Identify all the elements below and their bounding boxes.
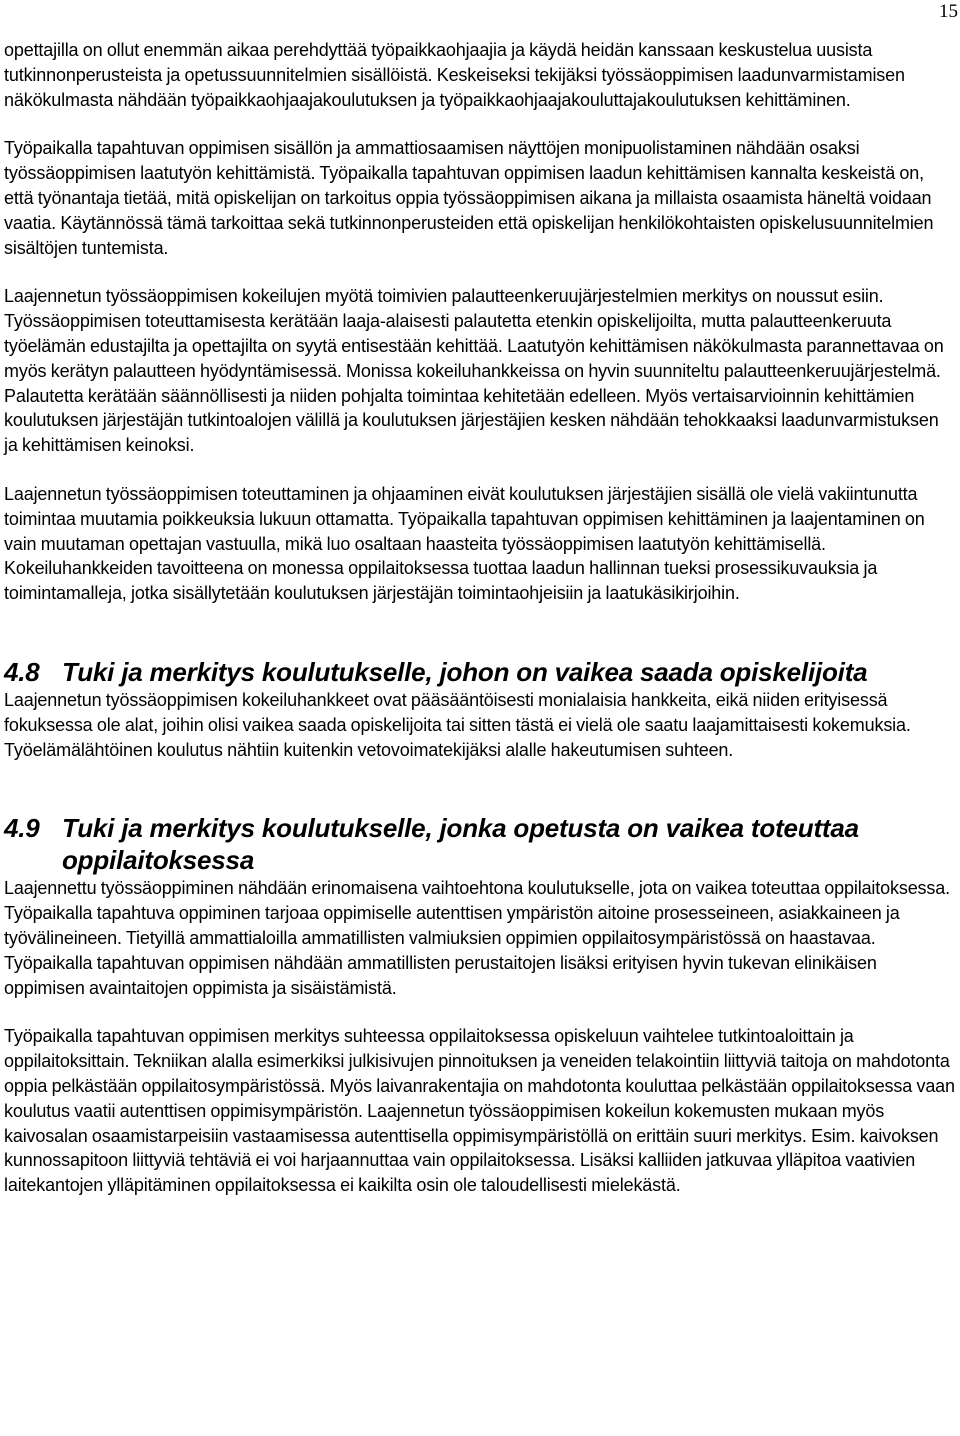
- document-body: [4, 38, 956, 1222]
- section-number: 4.9: [4, 813, 40, 844]
- section-heading-4-8: [4, 656, 956, 688]
- section-heading-4-9: [4, 812, 956, 876]
- paragraph-1: opettajilla on ollut enemmän aikaa perehdyttää työpaikkaohjaajia ja käydä heidän kanssaan keskustelua uusista tutkinnonperusteista ja opetussuunnitelmien sisällöistä. Keskeiseksi tekijäksi työssäoppimisen laadunvarmistamisen näkökulmasta nähdään työpaikkaohjaajakoulutuksen ja työpaikkaohjaajakouluttajakoulutuksen kehittäminen.: [4, 40, 905, 110]
- paragraph-2: Työpaikalla tapahtuvan oppimisen sisällön ja ammattiosaamisen näyttöjen monipuolistaminen nähdään osaksi työssäoppimisen laatutyön kehittämistä. Työpaikalla tapahtuvan oppimisen laadun kehittämisen kannalta keskeistä on, että työnantaja tietää, mitä opiskelijan on tarkoitus oppia työssäoppimisen aikana ja millaista osaamista häneltä voidaan vaatia. Käytännössä tämä tarkoittaa sekä tutkinnonperusteiden että opiskelijan henkilökohtaisten opiskelusuunnitelmien sisältöjen tuntemista.: [4, 138, 934, 258]
- paragraph-7: Työpaikalla tapahtuvan oppimisen merkitys suhteessa oppilaitoksessa opiskeluun vaihtelee tutkintoaloittain ja oppilaitoksittain. Tekniikan alalla esimerkiksi julkisivujen pinnoituksen ja veneiden telakointiin liittyviä taitoja on mahdotonta oppia pelkästään oppilaitosympäristössä. Myös laivanrakentajia on mahdotonta kouluttaa pelkästään oppilaitoksessa vaan koulutus vaatii autenttisen oppimisympäristön. Laajennetun työssäoppimisen kokeilun kokemusten mukaan myös kaivosalan osaamistarpeisiin vastaamisessa autenttisella oppimisympäristöllä on erittäin suuri merkitys. Esim. kaivoksen kunnossapitoon liittyviä tehtäviä ei voi harjaannuttaa vain oppilaitoksessa. Lisäksi kalliiden jatkuvaa ylläpitoa vaativien laitekantojen ylläpitäminen oppilaitoksessa ei kaikilta osin ole taloudellisesti mielekästä.: [4, 1026, 955, 1196]
- section-title: Tuki ja merkitys koulutukselle, johon on vaikea saada opiskelijoita: [62, 656, 868, 687]
- page-number: 15: [939, 1, 958, 22]
- paragraph-4: Laajennetun työssäoppimisen toteuttaminen ja ohjaaminen eivät koulutuksen järjestäjien sisällä ole vielä vakiintunutta toimintaa muutamia poikkeuksia lukuun ottamatta. Työpaikalla tapahtuvan oppimisen kehittäminen ja laajentaminen on vain muutaman opettajan vastuulla, mikä luo osaltaan haasteita työssäoppimisen laatutyön kehittämisellä. Kokeiluhankkeiden tavoitteena on monessa oppilaitoksessa tuottaa laadun hallinnan tueksi prosessikuvauksia ja toimintamalleja, jotka sisällytetään koulutuksen järjestäjän toimintaohjeisiin ja laatukäsikirjoihin.: [4, 483, 925, 604]
- paragraph-5: Laajennetun työssäoppimisen kokeiluhankkeet ovat pääsääntöisesti monialaisia hankkeita, eikä niiden erityisessä fokuksessa ole alat, joihin olisi vaikea saada opiskelijoita tai sitten tästä ei vielä ole saatu laajamittaisesti kokemuksia. Työelämälähtöinen koulutus nähtiin kuitenkin vetovoimatekijäksi alalle hakeutumisen suhteen.: [4, 689, 911, 760]
- section-number: 4.8: [4, 656, 40, 687]
- paragraph-3: Laajennetun työssäoppimisen kokeilujen myötä toimivien palautteenkeruujärjestelmien merkitys on noussut esiin. Työssäoppimisen toteuttamisesta kerätään laaja-alaisesti palautetta etenkin opiskelijoilta, mutta palautteenkeruuta työelämän edustajilta ja opettajilta on syytä entisestään kehittää. Laatutyön kehittämisen näkökulmasta parannettavaa on myös kerätyn palautteen hyödyntämisessä. Monissa kokeiluhankkeissa on hyvin suunniteltu palautteenkeruujärjestelmä. Palautetta kerätään säännöllisesti ja niiden pohjalta toimintaa kehitetään edelleen. Myös vertaisarvioinnin kehittämien koulutuksen järjestäjän tutkintoalojen välillä ja koulutuksen järjestäjien kesken nähdään tehokkaaksi laadunvarmistuksen ja kehittämisen keinoksi.: [4, 286, 944, 456]
- section-title: Tuki ja merkitys koulutukselle, jonka opetusta on vaikea toteuttaa oppilaitoksessa: [62, 813, 859, 876]
- paragraph-6: Laajennettu työssäoppiminen nähdään erinomaisena vaihtoehtona koulutukselle, jota on vaikea toteuttaa oppilaitoksessa. Työpaikalla tapahtuva oppiminen tarjoaa oppimiselle autenttisen ympäristön aitoine prosesseineen, asiakkaineen ja työvälineineen. Tietyillä ammattialoilla ammatillisten valmiuksien oppimien oppilaitosympäristössä on haastavaa. Työpaikalla tapahtuvan oppimisen nähdään ammatillisten perustaitojen lisäksi erityisen hyvin tukevan elinikäisen oppimisen avaintaitojen oppimista ja sisäistämistä.: [4, 878, 950, 998]
